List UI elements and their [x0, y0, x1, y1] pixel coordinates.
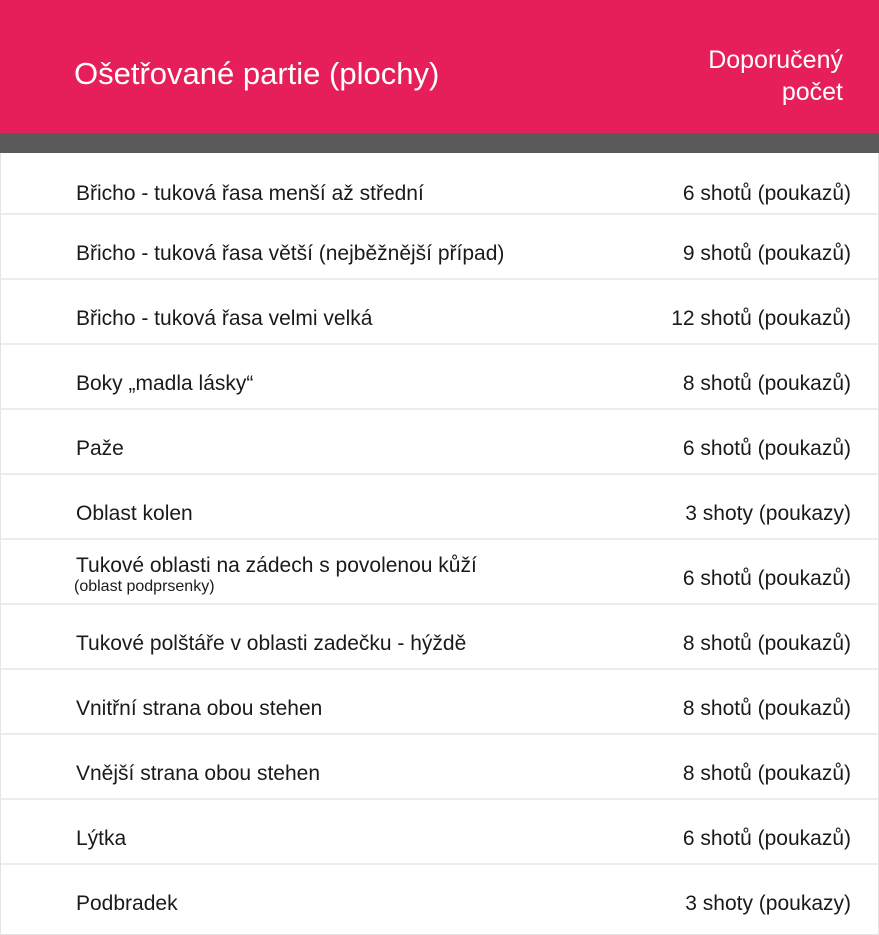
row-label: Paže: [76, 437, 124, 460]
header-count-line2: počet: [781, 78, 843, 106]
row-label-main: Tukové oblasti na zádech s povolenou kůží: [76, 554, 477, 577]
row-value: 3 shoty (poukazy): [685, 892, 851, 915]
row-value: 8 shotů (poukazů): [682, 632, 851, 655]
row-sublabel: (oblast podprsenky): [74, 578, 215, 595]
table-row: [1, 215, 878, 280]
table-row: [1, 540, 878, 605]
header-count: [623, 44, 843, 108]
row-value: 6 shotů (poukazů): [682, 827, 851, 850]
table-row: [1, 153, 878, 215]
row-label: Podbradek: [76, 892, 178, 915]
row-value: 6 shotů (poukazů): [682, 567, 851, 590]
table-row: [1, 410, 878, 475]
row-value: 12 shotů (poukazů): [671, 307, 851, 330]
table-row: [1, 670, 878, 735]
row-label: Břicho - tuková řasa velmi velká: [76, 307, 373, 330]
row-label: [76, 554, 477, 596]
table-row: [1, 735, 878, 800]
table-header: [0, 0, 879, 133]
table-row: [1, 800, 878, 865]
treatment-table: [0, 153, 879, 935]
row-label: Tukové polštáře v oblasti zadečku - hýždě: [76, 632, 467, 655]
row-value: 8 shotů (poukazů): [682, 697, 851, 720]
table-row: [1, 865, 878, 930]
header-title: Ošetřované partie (plochy): [74, 56, 440, 91]
row-value: 3 shoty (poukazy): [685, 502, 851, 525]
row-label: Oblast kolen: [76, 502, 193, 525]
row-value: 8 shotů (poukazů): [682, 762, 851, 785]
table-row: [1, 280, 878, 345]
row-value: 6 shotů (poukazů): [682, 437, 851, 460]
row-value: 6 shotů (poukazů): [682, 182, 851, 205]
table-row: [1, 475, 878, 540]
row-value: 8 shotů (poukazů): [682, 372, 851, 395]
row-label: Vnitřní strana obou stehen: [76, 697, 323, 720]
header-divider-bar: [0, 133, 879, 153]
row-label: Břicho - tuková řasa menší až střední: [76, 182, 424, 205]
row-label: Lýtka: [76, 827, 127, 850]
header-count-line1: Doporučený: [708, 46, 843, 74]
row-label: Břicho - tuková řasa větší (nejběžnější případ): [76, 242, 505, 265]
row-label: Boky „madla lásky“: [76, 372, 254, 395]
table-row: [1, 605, 878, 670]
row-value: 9 shotů (poukazů): [682, 242, 851, 265]
row-label: Vnější strana obou stehen: [76, 762, 321, 785]
table-row: [1, 345, 878, 410]
